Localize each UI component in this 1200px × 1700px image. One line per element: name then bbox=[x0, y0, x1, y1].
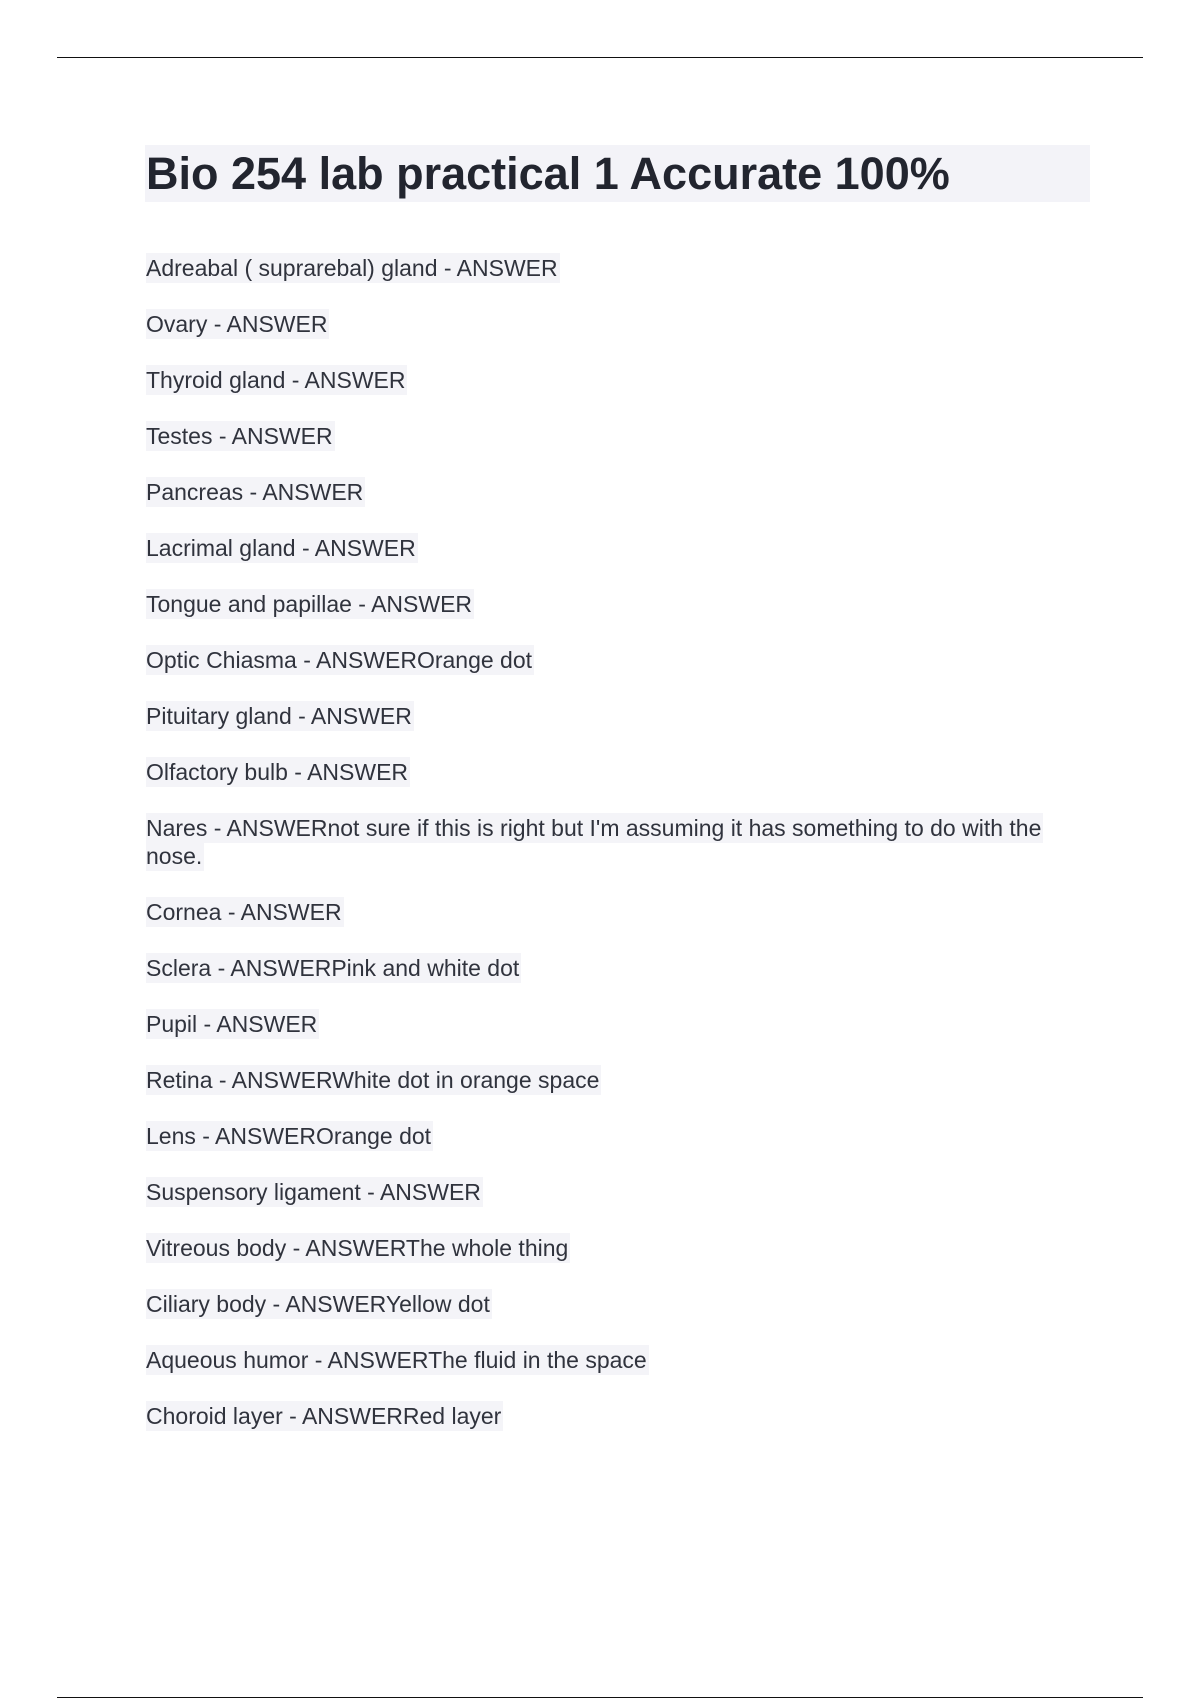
list-item-text: Cornea - ANSWER bbox=[146, 899, 342, 925]
list-item-text: Sclera - ANSWERPink and white dot bbox=[146, 955, 520, 981]
list-item-text: Nares - ANSWERnot sure if this is right but I'm assuming it has something to do with the nose. bbox=[146, 815, 1042, 869]
list-item-text: Retina - ANSWERWhite dot in orange space bbox=[146, 1067, 600, 1093]
list-item bbox=[146, 1122, 1091, 1150]
list-item bbox=[146, 898, 1091, 926]
list-item-text: Optic Chiasma - ANSWEROrange dot bbox=[146, 647, 533, 673]
qa-list bbox=[146, 254, 1091, 1458]
list-item bbox=[146, 1178, 1091, 1206]
list-item-text: Testes - ANSWER bbox=[146, 423, 333, 449]
list-item bbox=[146, 254, 1091, 282]
list-item bbox=[146, 1066, 1091, 1094]
list-item-text: Suspensory ligament - ANSWER bbox=[146, 1179, 481, 1205]
list-item-text: Vitreous body - ANSWERThe whole thing bbox=[146, 1235, 569, 1261]
list-item bbox=[146, 646, 1091, 674]
list-item bbox=[146, 954, 1091, 982]
list-item bbox=[146, 590, 1091, 618]
list-item-text: Aqueous humor - ANSWERThe fluid in the space bbox=[146, 1347, 647, 1373]
bottom-divider bbox=[57, 1697, 1143, 1698]
list-item-text: Ovary - ANSWER bbox=[146, 311, 328, 337]
list-item-text: Choroid layer - ANSWERRed layer bbox=[146, 1403, 502, 1429]
list-item-text: Adreabal ( suprarebal) gland - ANSWER bbox=[146, 255, 558, 281]
list-item bbox=[146, 814, 1091, 870]
list-item-text: Pancreas - ANSWER bbox=[146, 479, 364, 505]
list-item-text: Pituitary gland - ANSWER bbox=[146, 703, 412, 729]
list-item bbox=[146, 1290, 1091, 1318]
list-item bbox=[146, 1010, 1091, 1038]
list-item bbox=[146, 478, 1091, 506]
list-item-text: Olfactory bulb - ANSWER bbox=[146, 759, 409, 785]
list-item bbox=[146, 366, 1091, 394]
list-item-text: Ciliary body - ANSWERYellow dot bbox=[146, 1291, 490, 1317]
list-item-text: Pupil - ANSWER bbox=[146, 1011, 318, 1037]
list-item bbox=[146, 702, 1091, 730]
list-item-text: Lens - ANSWEROrange dot bbox=[146, 1123, 432, 1149]
top-divider bbox=[57, 57, 1143, 58]
list-item bbox=[146, 310, 1091, 338]
page-title: Bio 254 lab practical 1 Accurate 100% bbox=[146, 148, 950, 199]
list-item bbox=[146, 422, 1091, 450]
list-item-text: Tongue and papillae - ANSWER bbox=[146, 591, 473, 617]
list-item bbox=[146, 758, 1091, 786]
list-item bbox=[146, 1402, 1091, 1430]
list-item bbox=[146, 1234, 1091, 1262]
list-item bbox=[146, 534, 1091, 562]
list-item-text: Thyroid gland - ANSWER bbox=[146, 367, 406, 393]
list-item bbox=[146, 1346, 1091, 1374]
list-item-text: Lacrimal gland - ANSWER bbox=[146, 535, 416, 561]
